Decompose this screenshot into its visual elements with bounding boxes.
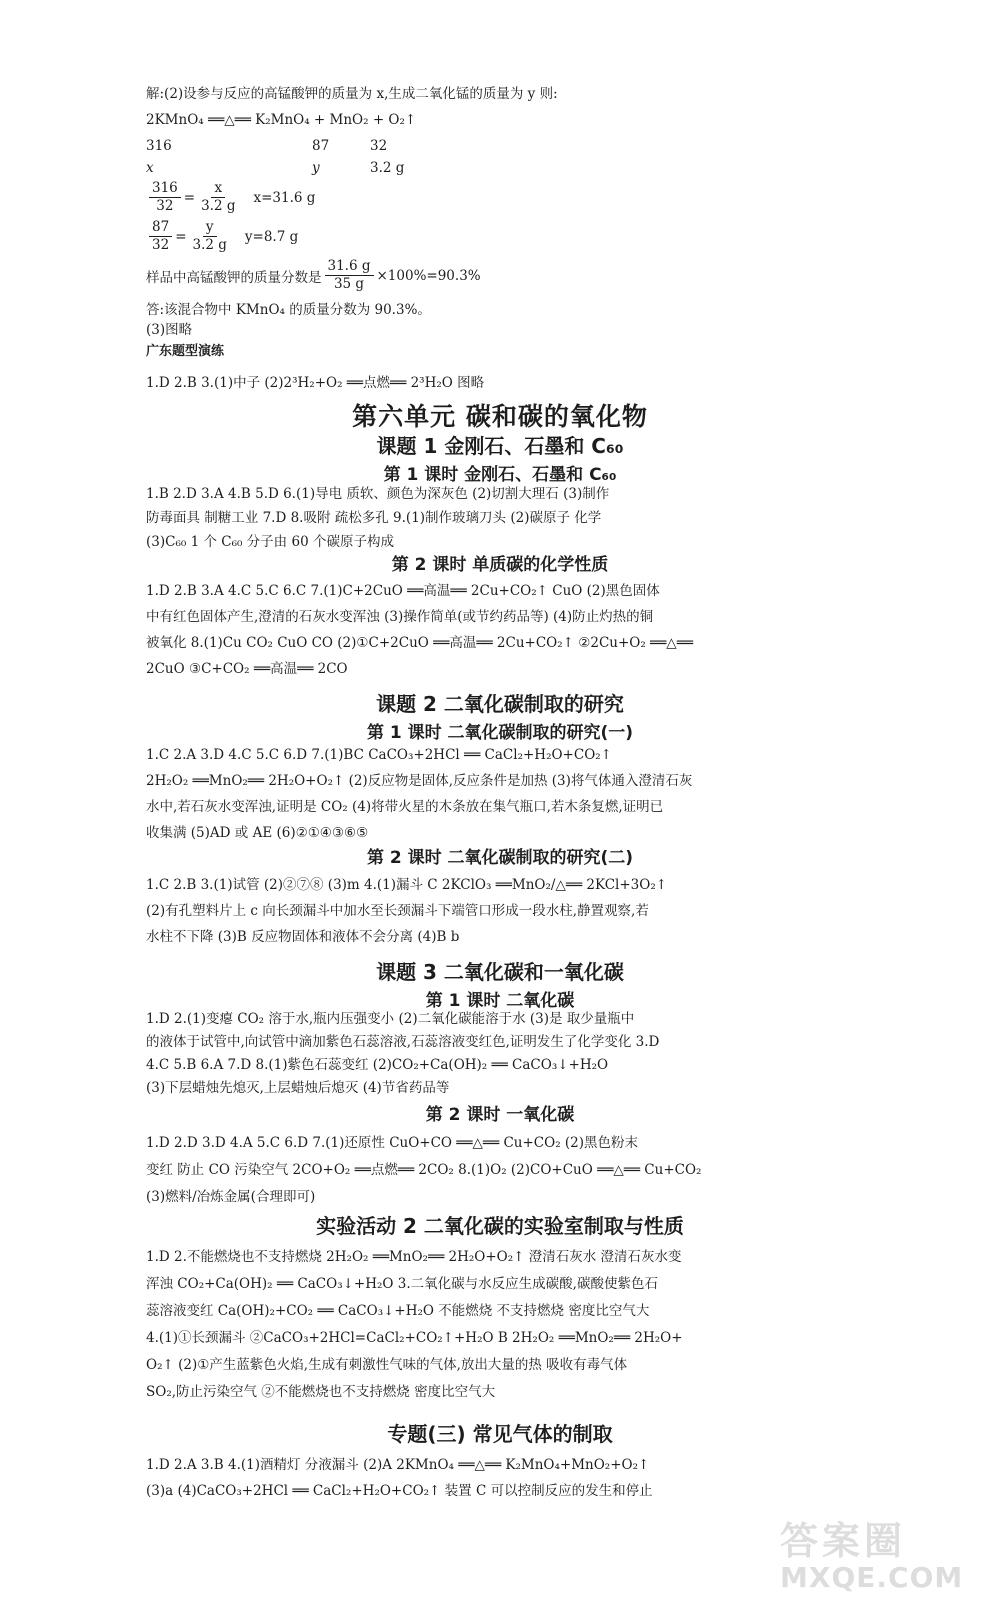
topic2-title: 课题 2 二氧化碳制取的研究	[376, 692, 624, 716]
topic1-lesson2-title: 第 2 课时 单质碳的化学性质	[391, 555, 609, 575]
answer-line: 1.D 2.B 3.A 4.C 5.C 6.C 7.(1)C+2CuO ══高温══ 2Cu+CO₂↑ CuO (2)黑色固体	[146, 583, 660, 599]
solution-intro: 解:(2)设参与反应的高锰酸钾的质量为 x,生成二氧化锰的质量为 y 则:	[146, 86, 558, 102]
frac-den: 3.2 g	[192, 237, 227, 253]
answer-line: 收集满 (5)AD 或 AE (6)②①④③⑥⑤	[146, 825, 369, 841]
answer-line: 4.C 5.B 6.A 7.D 8.(1)紫色石蕊变红 (2)CO₂+Ca(OH)₂ ══ CaCO₃↓+H₂O	[146, 1057, 609, 1073]
guangdong-title: 广东题型演练	[146, 344, 225, 359]
topic1-lesson2-answers	[146, 578, 796, 682]
topic3-title: 课题 3 二氧化碳和一氧化碳	[376, 960, 624, 984]
answer-line: 的液体于试管中,向试管中滴加紫色石蕊溶液,石蕊溶液变红色,证明发生了化学变化 3.D	[146, 1034, 660, 1050]
mass-32: 32	[370, 138, 388, 154]
answer-line: 蕊溶液变红 Ca(OH)₂+CO₂ ══ CaCO₃↓+H₂O 不能燃烧 不支持燃烧 密度比空气大	[146, 1303, 650, 1319]
answer-line: SO₂,防止污染空气 ②不能燃烧也不支持燃烧 密度比空气大	[146, 1384, 496, 1400]
frac-num: 31.6 g	[325, 258, 374, 276]
percentage-line	[146, 258, 481, 293]
frac-num: 316	[149, 180, 181, 198]
activity2-answers	[146, 1244, 796, 1406]
frac-den: 32	[152, 237, 170, 253]
answer-line: O₂↑ (2)①产生蓝紫色火焰,生成有刺激性气味的气体,放出大量的热 吸收有毒气体	[146, 1357, 628, 1373]
answer-line: 1.D 2.(1)变瘪 CO₂ 溶于水,瓶内压强变小 (2)二氧化碳能溶于水 (3)是 取少量瓶中	[146, 1011, 635, 1027]
result-y: y=8.7 g	[244, 228, 299, 245]
unit-title: 第六单元 碳和碳的氧化物	[352, 402, 648, 431]
answer-line: 中有红色固体产生,澄清的石灰水变浑浊 (3)操作简单(或节约药品等) (4)防止灼热的铜	[146, 609, 654, 625]
topic2-lesson1-title: 第 1 课时 二氧化碳制取的研究(一)	[366, 723, 634, 743]
watermark-url: MXQE.COM	[780, 1561, 964, 1594]
topic3-lesson2-title: 第 2 课时 一氧化碳	[425, 1105, 575, 1125]
topic3-lesson2-answers	[146, 1130, 796, 1211]
answer-line: 1.C 2.A 3.D 4.C 5.C 6.D 7.(1)BC CaCO₃+2HCl ══ CaCl₂+H₂O+CO₂↑	[146, 747, 612, 763]
answer-line: 浑浊 CO₂+Ca(OH)₂ ══ CaCO₃↓+H₂O 3.二氧化碳与水反应生成碳酸,碳酸使紫色石	[146, 1276, 658, 1292]
solution-part3: (3)图略	[146, 322, 193, 338]
answer-line: 1.C 2.B 3.(1)试管 (2)②⑦⑧ (3)m 4.(1)漏斗 C 2KClO₃ ══MnO₂/△══ 2KCl+3O₂↑	[146, 877, 668, 893]
answer-line: 1.D 2.不能燃烧也不支持燃烧 2H₂O₂ ══MnO₂══ 2H₂O+O₂↑ 澄清石灰水 澄清石灰水变	[146, 1249, 682, 1265]
solution-answer: 答:该混合物中 KMnO₄ 的质量分数为 90.3%。	[146, 302, 431, 318]
frac-num: 87	[149, 219, 172, 237]
mass-316: 316	[146, 138, 172, 154]
var-y: y	[312, 160, 320, 176]
var-x: x	[146, 160, 154, 176]
percentage-prefix: 样品中高锰酸钾的质量分数是	[146, 269, 322, 286]
var-3-2g: 3.2 g	[370, 160, 405, 176]
answer-line: 1.D 2.A 3.B 4.(1)酒精灯 分液漏斗 (2)A 2KMnO₄ ══△══ K₂MnO₄+MnO₂+O₂↑	[146, 1457, 650, 1473]
frac-den: 35 g	[333, 276, 365, 292]
proportion-y: $\frac{87}{32}$ = $\frac{y}{3.2 g}$ y=8.7 g	[146, 219, 298, 254]
solution-equation: 2KMnO₄ ══△══ K₂MnO₄ + MnO₂ + O₂↑	[146, 112, 417, 128]
answer-line: (3)下层蜡烛先熄灭,上层蜡烛后熄灭 (4)节省药品等	[146, 1080, 450, 1096]
answer-line: (3)a (4)CaCO₃+2HCl ══ CaCl₂+H₂O+CO₂↑ 装置 C 可以控制反应的发生和停止	[146, 1483, 653, 1499]
answer-line: 2H₂O₂ ══MnO₂══ 2H₂O+O₂↑ (2)反应物是固体,反应条件是加热 (3)将气体通入澄清石灰	[146, 773, 693, 789]
frac-num: x	[211, 180, 225, 198]
answer-line: 被氧化 8.(1)Cu CO₂ CuO CO (2)①C+2CuO ══高温══ 2Cu+CO₂↑ ②2Cu+O₂ ══△══	[146, 635, 693, 651]
frac-den: 32	[156, 198, 174, 214]
site-watermark	[780, 1510, 980, 1594]
answer-line: 1.D 2.D 3.D 4.A 5.C 6.D 7.(1)还原性 CuO+CO ══△══ Cu+CO₂ (2)黑色粉末	[146, 1135, 639, 1151]
frac-den: 3.2 g	[201, 198, 236, 214]
answer-line: 1.B 2.D 3.A 4.B 5.D 6.(1)导电 质软、颜色为深灰色 (2)切割大理石 (3)制作	[146, 486, 610, 502]
frac-num: y	[203, 219, 217, 237]
activity2-title: 实验活动 2 二氧化碳的实验室制取与性质	[316, 1214, 684, 1238]
topic2-lesson2-answers	[146, 872, 796, 950]
answer-line: 变红 防止 CO 污染空气 2CO+O₂ ══点燃══ 2CO₂ 8.(1)O₂ (2)CO+CuO ══△══ Cu+CO₂	[146, 1162, 702, 1178]
answer-line: 4.(1)①长颈漏斗 ②CaCO₃+2HCl=CaCl₂+CO₂↑+H₂O B 2H₂O₂ ══MnO₂══ 2H₂O+	[146, 1330, 683, 1346]
topic1-lesson1-title: 第 1 课时 金刚石、石墨和 C₆₀	[383, 465, 617, 485]
topic2-lesson2-title: 第 2 课时 二氧化碳制取的研究(二)	[366, 848, 634, 868]
topic3-lesson1-answers	[146, 1008, 796, 1100]
answer-line: 水中,若石灰水变浑浊,证明是 CO₂ (4)将带火星的木条放在集气瓶口,若木条复燃,证明已	[146, 799, 664, 815]
answer-line: 防毒面具 制糖工业 7.D 8.吸附 疏松多孔 9.(1)制作玻璃刀头 (2)碳原子 化学	[146, 510, 602, 526]
topic1-lesson1-answers	[146, 482, 796, 554]
watermark-logo-text: 答案圈	[780, 1519, 907, 1563]
answer-line: (3)燃料/冶炼金属(合理即可)	[146, 1189, 316, 1205]
topic1-title: 课题 1 金刚石、石墨和 C₆₀	[376, 434, 624, 458]
special3-answers	[146, 1452, 796, 1504]
answer-line: (2)有孔塑料片上 c 向长颈漏斗中加水至长颈漏斗下端管口形成一段水柱,静置观察,若	[146, 903, 649, 919]
mass-87: 87	[312, 138, 330, 154]
answer-line: (3)C₆₀ 1 个 C₆₀ 分子由 60 个碳原子构成	[146, 534, 394, 550]
guangdong-answers: 1.D 2.B 3.(1)中子 (2)2³H₂+O₂ ══点燃══ 2³H₂O 图略	[146, 375, 485, 391]
answer-line: 2CuO ③C+CO₂ ══高温══ 2CO	[146, 661, 348, 677]
topic3-lesson1-title: 第 1 课时 二氧化碳	[425, 991, 575, 1011]
topic2-lesson1-answers	[146, 742, 796, 846]
proportion-x: $\frac{316}{32}$ = $\frac{x}{3.2 g}$ x=31.6 g	[146, 180, 315, 215]
special3-title: 专题(三) 常见气体的制取	[387, 1422, 613, 1446]
answer-line: 水柱不下降 (3)B 反应物固体和液体不会分离 (4)B b	[146, 929, 460, 945]
percentage-suffix: ×100%=90.3%	[376, 267, 481, 284]
result-x: x=31.6 g	[253, 189, 316, 206]
